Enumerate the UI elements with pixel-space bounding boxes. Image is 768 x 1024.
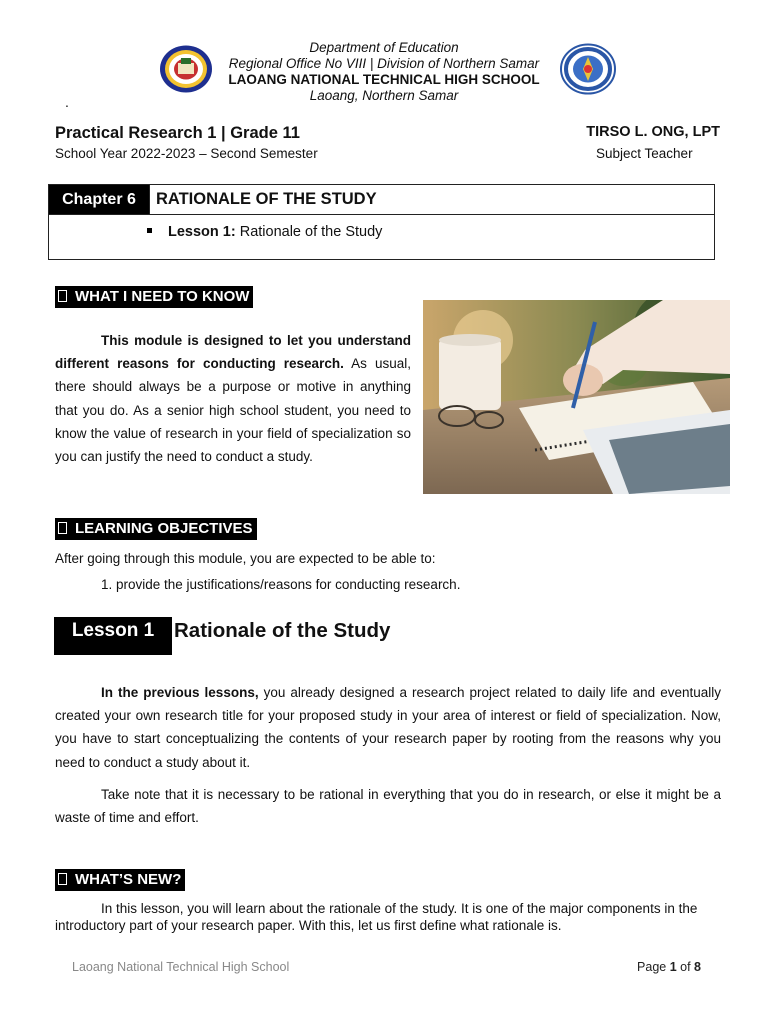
objective-item: 1. provide the justifications/reasons for conducting research. — [101, 577, 461, 592]
section-heading-what-i-need-to-know — [55, 286, 253, 308]
writing-photo — [423, 300, 730, 494]
lesson-list-item — [147, 224, 382, 240]
section-heading-text: LEARNING OBJECTIVES — [75, 520, 253, 537]
letterhead — [0, 40, 768, 104]
page-current: 1 — [669, 960, 677, 974]
checkbox-icon — [58, 290, 67, 302]
lesson-banner: Lesson 1 — [54, 617, 172, 655]
what-i-need-to-know-paragraph — [55, 329, 411, 468]
section-heading-text: WHAT’S NEW? — [75, 871, 182, 888]
lesson-name: Rationale of the Study — [235, 224, 383, 240]
chapter-divider — [149, 185, 150, 214]
bullet-icon — [147, 228, 152, 233]
lesson-title: Rationale of the Study — [174, 619, 391, 642]
chapter-title: RATIONALE OF THE STUDY — [156, 190, 377, 208]
page-word: Page — [637, 960, 670, 974]
chapter-box — [48, 184, 715, 260]
section-heading-text: WHAT I NEED TO KNOW — [75, 288, 250, 305]
paragraph-bold-intro: This module is designed to let you understand different reasons for conducting research. — [55, 333, 411, 372]
department-name: Department of Education — [309, 40, 459, 55]
lesson-label: Lesson 1: — [168, 224, 236, 240]
paragraph-body: As usual, there should always be a purpose or motive in anything that you do. As a senior high school student, you need to know the value of research in your field of specialization so you can justify the need to conduct a study. — [55, 356, 411, 465]
checkbox-icon — [58, 522, 67, 534]
chapter-divider — [49, 214, 714, 215]
lesson-paragraph-2: Take note that it is necessary to be rational in everything that you do in research, or else it might be a waste of time and effort. — [55, 787, 721, 826]
paragraph-bold-intro: In the previous lessons, — [101, 685, 259, 700]
school-year: School Year 2022-2023 – Second Semester — [55, 146, 318, 161]
footer-school: Laoang National Technical High School — [72, 960, 290, 974]
teacher-role: Subject Teacher — [596, 146, 693, 161]
page-total: 8 — [694, 960, 701, 974]
whats-new-paragraph: In this lesson, you will learn about the rationale of the study. It is one of the major components in the introductory part of your research paper. With this, let us first define what rationale is. — [55, 901, 698, 933]
stray-dot: . — [65, 94, 69, 110]
subject-title: Practical Research 1 | Grade 11 — [55, 124, 300, 142]
chapter-tag: Chapter 6 — [49, 185, 149, 214]
regional-office: Regional Office No VIII | Division of Northern Samar — [228, 56, 540, 71]
school-name: LAOANG NATIONAL TECHNICAL HIGH SCHOOL — [228, 72, 540, 87]
school-location: Laoang, Northern Samar — [309, 88, 459, 103]
teacher-name: TIRSO L. ONG, LPT — [586, 124, 720, 140]
objectives-intro: After going through this module, you are expected to be able to: — [55, 551, 436, 566]
paragraph-body: you already designed a research project related to daily life and eventually created your own research title for your proposed study in your area of interest or field of specialization. Now, you have to start conceptualizing the contents of your research paper by rooting from the reasons why you need to conduct a study about it. — [55, 685, 721, 770]
page-of: of — [676, 960, 695, 974]
section-heading-learning-objectives — [55, 518, 257, 540]
checkbox-icon — [58, 873, 67, 885]
section-heading-whats-new — [55, 869, 185, 891]
page-number — [637, 960, 701, 974]
lesson-paragraph-1 — [55, 681, 721, 774]
